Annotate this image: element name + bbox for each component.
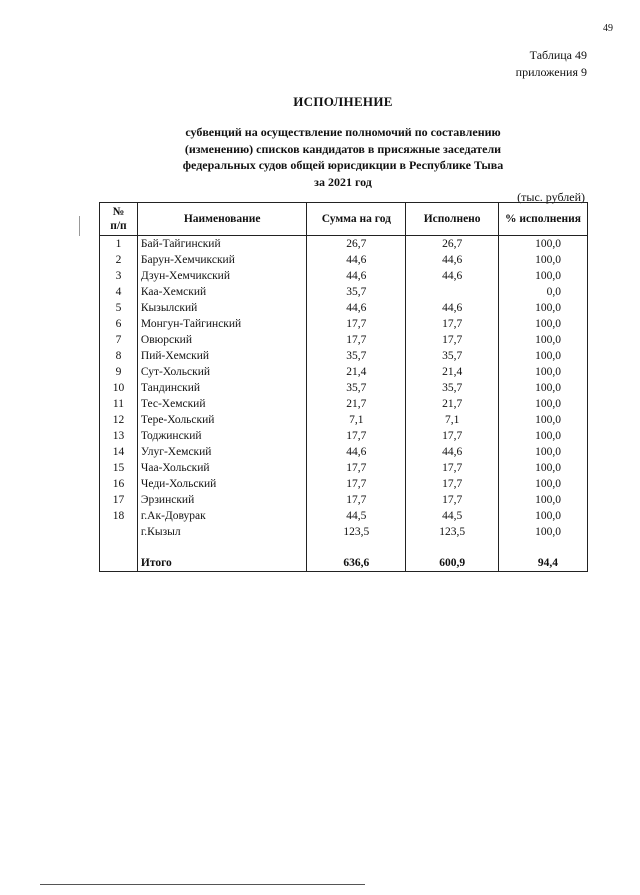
- row-number: [100, 524, 138, 540]
- row-annual: 7,1: [307, 412, 406, 428]
- spacer-cell: [307, 540, 406, 554]
- row-executed: 44,6: [406, 252, 499, 268]
- header-percent: % исполнения: [499, 203, 588, 236]
- row-annual: 21,7: [307, 396, 406, 412]
- row-executed: 35,7: [406, 348, 499, 364]
- header-executed: Исполнено: [406, 203, 499, 236]
- subtitle-line: за 2021 год: [314, 174, 372, 189]
- table-header-row: [100, 203, 588, 236]
- table-row: [100, 428, 588, 444]
- row-annual: 35,7: [307, 380, 406, 396]
- total-percent: 94,4: [499, 554, 588, 572]
- row-name: Пий-Хемский: [137, 348, 307, 364]
- row-executed: 44,6: [406, 300, 499, 316]
- table-row: [100, 444, 588, 460]
- row-annual: 44,6: [307, 252, 406, 268]
- table-row: [100, 268, 588, 284]
- row-number: 9: [100, 364, 138, 380]
- row-name: Чеди-Хольский: [137, 476, 307, 492]
- row-percent: 100,0: [499, 236, 588, 253]
- row-name: Улуг-Хемский: [137, 444, 307, 460]
- row-percent: 100,0: [499, 412, 588, 428]
- row-executed: 17,7: [406, 332, 499, 348]
- row-name: Эрзинский: [137, 492, 307, 508]
- row-number: 10: [100, 380, 138, 396]
- row-number: 4: [100, 284, 138, 300]
- row-percent: 100,0: [499, 380, 588, 396]
- spacer-cell: [406, 540, 499, 554]
- row-number: 1: [100, 236, 138, 253]
- table-row: [100, 460, 588, 476]
- row-percent: 100,0: [499, 348, 588, 364]
- row-number: 6: [100, 316, 138, 332]
- row-percent: 100,0: [499, 300, 588, 316]
- spacer-cell: [137, 540, 307, 554]
- row-annual: 17,7: [307, 332, 406, 348]
- row-name: Кызылский: [137, 300, 307, 316]
- row-executed: 17,7: [406, 492, 499, 508]
- row-percent: 100,0: [499, 476, 588, 492]
- row-name: г.Ак-Довурак: [137, 508, 307, 524]
- row-executed: [406, 284, 499, 300]
- table-row: [100, 348, 588, 364]
- subtitle-line: субвенций на осуществление полномочий по составлению: [185, 125, 501, 139]
- row-percent: 100,0: [499, 364, 588, 380]
- row-annual: 17,7: [307, 476, 406, 492]
- table-row: [100, 492, 588, 508]
- row-annual: 17,7: [307, 460, 406, 476]
- row-name: Барун-Хемчикский: [137, 252, 307, 268]
- row-number: 15: [100, 460, 138, 476]
- header-number-line1: №: [112, 206, 125, 218]
- table-row: [100, 316, 588, 332]
- row-executed: 21,4: [406, 364, 499, 380]
- row-name: Дзун-Хемчикский: [137, 268, 307, 284]
- row-percent: 100,0: [499, 428, 588, 444]
- row-name: Каа-Хемский: [137, 284, 307, 300]
- table-row: [100, 364, 588, 380]
- row-percent: 100,0: [499, 268, 588, 284]
- row-executed: 44,6: [406, 268, 499, 284]
- row-percent: 100,0: [499, 460, 588, 476]
- row-annual: 35,7: [307, 348, 406, 364]
- row-name: г.Кызыл: [137, 524, 307, 540]
- row-name: Монгун-Тайгинский: [137, 316, 307, 332]
- row-annual: 44,6: [307, 300, 406, 316]
- row-percent: 100,0: [499, 508, 588, 524]
- row-executed: 44,5: [406, 508, 499, 524]
- row-name: Тоджинский: [137, 428, 307, 444]
- table-row: [100, 380, 588, 396]
- table-body: [100, 236, 588, 541]
- row-executed: 17,7: [406, 460, 499, 476]
- row-percent: 100,0: [499, 332, 588, 348]
- row-percent: 100,0: [499, 252, 588, 268]
- header-annual-sum: Сумма на год: [307, 203, 406, 236]
- row-percent: 0,0: [499, 284, 588, 300]
- row-annual: 35,7: [307, 284, 406, 300]
- spacer-cell: [499, 540, 588, 554]
- row-executed: 26,7: [406, 236, 499, 253]
- row-percent: 100,0: [499, 524, 588, 540]
- row-number: 18: [100, 508, 138, 524]
- row-name: Тес-Хемский: [137, 396, 307, 412]
- row-name: Тере-Хольский: [137, 412, 307, 428]
- row-annual: 21,4: [307, 364, 406, 380]
- document-title: ИСПОЛНЕНИЕ: [293, 94, 393, 109]
- total-number-cell: [100, 554, 138, 572]
- row-executed: 17,7: [406, 428, 499, 444]
- row-number: 12: [100, 412, 138, 428]
- row-percent: 100,0: [499, 396, 588, 412]
- row-number: 8: [100, 348, 138, 364]
- row-number: 11: [100, 396, 138, 412]
- total-label: Итого: [137, 554, 307, 572]
- row-annual: 17,7: [307, 428, 406, 444]
- row-number: 2: [100, 252, 138, 268]
- header-number: [100, 203, 138, 236]
- table-row: [100, 476, 588, 492]
- row-executed: 21,7: [406, 396, 499, 412]
- table-row: [100, 412, 588, 428]
- row-annual: 17,7: [307, 316, 406, 332]
- row-percent: 100,0: [499, 492, 588, 508]
- row-number: 3: [100, 268, 138, 284]
- row-name: Чаа-Хольский: [137, 460, 307, 476]
- table-spacer-row: [100, 540, 588, 554]
- row-annual: 44,5: [307, 508, 406, 524]
- row-annual: 26,7: [307, 236, 406, 253]
- table-row: [100, 332, 588, 348]
- row-name: Овюрский: [137, 332, 307, 348]
- document-subtitle: [0, 124, 640, 190]
- footer-rule: [40, 884, 365, 885]
- row-executed: 17,7: [406, 476, 499, 492]
- row-number: 17: [100, 492, 138, 508]
- margin-mark: [79, 216, 80, 236]
- subtitle-line: федеральных судов общей юрисдикции в Республике Тыва: [182, 158, 504, 172]
- row-annual: 123,5: [307, 524, 406, 540]
- table-reference-line1: Таблица 49: [529, 48, 587, 62]
- table-total-row: [100, 554, 588, 572]
- table-row: [100, 284, 588, 300]
- total-annual: 636,6: [307, 554, 406, 572]
- row-number: 5: [100, 300, 138, 316]
- row-number: 16: [100, 476, 138, 492]
- row-name: Тандинский: [137, 380, 307, 396]
- row-name: Сут-Хольский: [137, 364, 307, 380]
- row-percent: 100,0: [499, 444, 588, 460]
- row-number: 13: [100, 428, 138, 444]
- table-row: [100, 396, 588, 412]
- row-number: 7: [100, 332, 138, 348]
- row-name: Бай-Тайгинский: [137, 236, 307, 253]
- row-executed: 35,7: [406, 380, 499, 396]
- row-executed: 44,6: [406, 444, 499, 460]
- subtitle-line: (изменению) списков кандидатов в присяжные заседатели: [184, 141, 502, 156]
- table-reference-line2: приложения 9: [515, 65, 587, 79]
- header-number-line2: п/п: [110, 220, 127, 232]
- table-row: [100, 300, 588, 316]
- row-annual: 17,7: [307, 492, 406, 508]
- page-number: 49: [603, 23, 613, 34]
- spacer-cell: [100, 540, 138, 554]
- row-executed: 123,5: [406, 524, 499, 540]
- units-label: (тыс. рублей): [517, 190, 585, 204]
- row-annual: 44,6: [307, 444, 406, 460]
- row-executed: 7,1: [406, 412, 499, 428]
- total-executed: 600,9: [406, 554, 499, 572]
- header-name: Наименование: [137, 203, 307, 236]
- table-row: [100, 236, 588, 253]
- table-row: [100, 524, 588, 540]
- table-row: [100, 252, 588, 268]
- row-executed: 17,7: [406, 316, 499, 332]
- row-annual: 44,6: [307, 268, 406, 284]
- row-number: 14: [100, 444, 138, 460]
- execution-table: [99, 202, 588, 572]
- table-row: [100, 508, 588, 524]
- row-percent: 100,0: [499, 316, 588, 332]
